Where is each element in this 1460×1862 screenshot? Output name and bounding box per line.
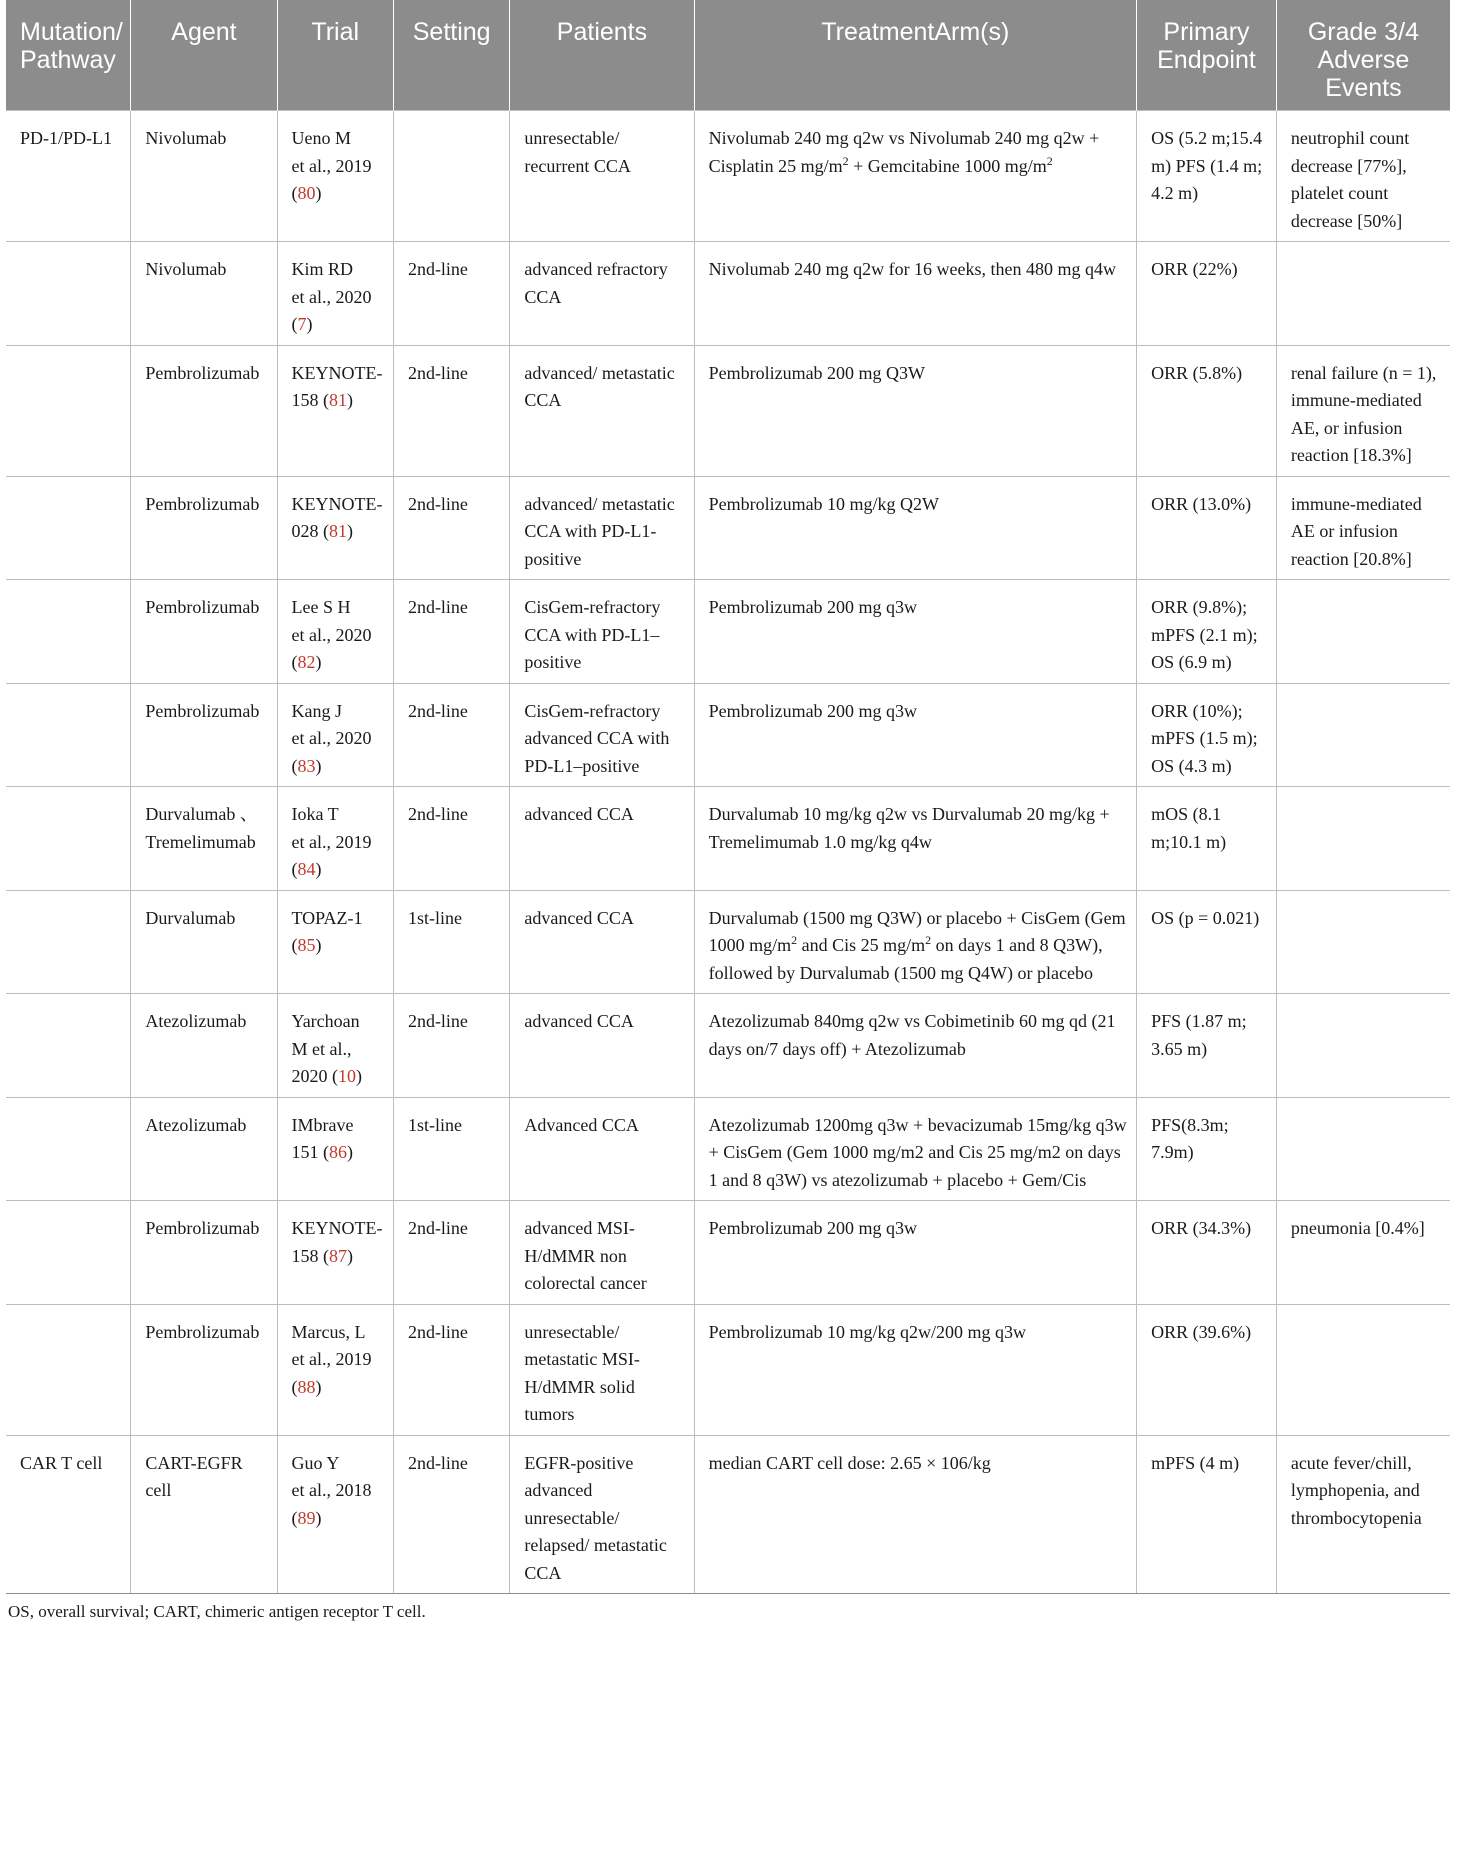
- cell-treatment: Pembrolizumab 200 mg Q3W: [694, 345, 1137, 476]
- header-adverse-events: Grade 3/4 Adverse Events: [1276, 0, 1450, 111]
- cell-agent: Pembrolizumab: [131, 1201, 277, 1305]
- cell-pathway: [6, 345, 131, 476]
- cell-agent: Nivolumab: [131, 111, 277, 242]
- cell-agent: CART-EGFR cell: [131, 1435, 277, 1594]
- cell-trial: Yarchoan M et al., 2020 (10): [277, 994, 393, 1098]
- table-row: [6, 890, 1450, 994]
- table-footnote: OS, overall survival; CART, chimeric antigen receptor T cell.: [8, 1602, 426, 1621]
- cell-agent: Atezolizumab: [131, 994, 277, 1098]
- table-header: [6, 0, 1450, 111]
- cell-endpoint: ORR (10%); mPFS (1.5 m); OS (4.3 m): [1137, 683, 1277, 787]
- cell-adverse-events: [1276, 787, 1450, 891]
- cell-treatment: Atezolizumab 1200mg q3w + bevacizumab 15mg/kg q3w + CisGem (Gem 1000 mg/m2 and Cis 25 mg/m2 on days 1 and 8 q3W) vs atezolizumab + placebo + Gem/Cis: [694, 1097, 1137, 1201]
- cell-trial: TOPAZ-1 (85): [277, 890, 393, 994]
- header-primary-endpoint: Primary Endpoint: [1137, 0, 1277, 111]
- cell-endpoint: PFS(8.3m; 7.9m): [1137, 1097, 1277, 1201]
- cell-adverse-events: renal failure (n = 1), immune-mediated AE, or infusion reaction [18.3%]: [1276, 345, 1450, 476]
- cell-pathway: [6, 890, 131, 994]
- cell-patients: unresectable/ metastatic MSI-H/dMMR solid tumors: [510, 1304, 694, 1435]
- cell-setting: 2nd-line: [393, 1304, 509, 1435]
- cell-pathway: [6, 1201, 131, 1305]
- cell-patients: advanced refractory CCA: [510, 242, 694, 346]
- cell-patients: CisGem-refractory CCA with PD-L1–positive: [510, 580, 694, 684]
- cell-adverse-events: acute fever/chill, lymphopenia, and thrombocytopenia: [1276, 1435, 1450, 1594]
- cell-treatment: Nivolumab 240 mg q2w for 16 weeks, then 480 mg q4w: [694, 242, 1137, 346]
- reference-link[interactable]: 89: [297, 1507, 316, 1528]
- cell-agent: Durvalumab: [131, 890, 277, 994]
- table-row: [6, 683, 1450, 787]
- cell-adverse-events: [1276, 994, 1450, 1098]
- cell-adverse-events: pneumonia [0.4%]: [1276, 1201, 1450, 1305]
- cell-patients: EGFR-positive advanced unresectable/ relapsed/ metastatic CCA: [510, 1435, 694, 1594]
- cell-endpoint: mPFS (4 m): [1137, 1435, 1277, 1594]
- cell-agent: Durvalumab 、Tremelimumab: [131, 787, 277, 891]
- cell-trial: Lee S H et al., 2020 (82): [277, 580, 393, 684]
- cell-endpoint: ORR (13.0%): [1137, 476, 1277, 580]
- table-container: [6, 0, 1450, 1622]
- cell-patients: CisGem-refractory advanced CCA with PD-L1–positive: [510, 683, 694, 787]
- reference-link[interactable]: 83: [297, 755, 316, 776]
- cell-treatment: median CART cell dose: 2.65 × 106/kg: [694, 1435, 1137, 1594]
- table-row: [6, 787, 1450, 891]
- cell-agent: Nivolumab: [131, 242, 277, 346]
- cell-setting: 2nd-line: [393, 476, 509, 580]
- header-trial: Trial: [277, 0, 393, 111]
- cell-patients: advanced CCA: [510, 994, 694, 1098]
- cell-patients: unresectable/ recurrent CCA: [510, 111, 694, 242]
- cell-setting: 2nd-line: [393, 994, 509, 1098]
- table-row: [6, 580, 1450, 684]
- cell-endpoint: OS (5.2 m;15.4 m) PFS (1.4 m; 4.2 m): [1137, 111, 1277, 242]
- cell-setting: 2nd-line: [393, 1201, 509, 1305]
- trials-table: [6, 0, 1450, 1594]
- cell-setting: 1st-line: [393, 890, 509, 994]
- cell-endpoint: ORR (34.3%): [1137, 1201, 1277, 1305]
- cell-patients: advanced CCA: [510, 787, 694, 891]
- cell-pathway: [6, 994, 131, 1098]
- cell-pathway: [6, 242, 131, 346]
- cell-treatment: Pembrolizumab 10 mg/kg q2w/200 mg q3w: [694, 1304, 1137, 1435]
- header-setting: Setting: [393, 0, 509, 111]
- cell-endpoint: OS (p = 0.021): [1137, 890, 1277, 994]
- reference-link[interactable]: 87: [329, 1245, 347, 1266]
- table-row: [6, 111, 1450, 242]
- header-treatment-arms: TreatmentArm(s): [694, 0, 1137, 111]
- cell-setting: 2nd-line: [393, 580, 509, 684]
- table-row: [6, 1097, 1450, 1201]
- cell-endpoint: ORR (9.8%); mPFS (2.1 m); OS (6.9 m): [1137, 580, 1277, 684]
- reference-link[interactable]: 10: [338, 1066, 356, 1086]
- cell-patients: advanced/ metastatic CCA with PD-L1-positive: [510, 476, 694, 580]
- cell-pathway: PD-1/PD-L1: [6, 111, 131, 242]
- cell-setting: 2nd-line: [393, 787, 509, 891]
- cell-trial: Marcus, L et al., 2019 (88): [277, 1304, 393, 1435]
- cell-agent: Pembrolizumab: [131, 683, 277, 787]
- cell-endpoint: PFS (1.87 m; 3.65 m): [1137, 994, 1277, 1098]
- cell-pathway: [6, 476, 131, 580]
- header-patients: Patients: [510, 0, 694, 111]
- reference-link[interactable]: 7: [297, 314, 307, 334]
- cell-pathway: [6, 1097, 131, 1201]
- cell-patients: Advanced CCA: [510, 1097, 694, 1201]
- cell-treatment: Pembrolizumab 200 mg q3w: [694, 683, 1137, 787]
- cell-treatment: Atezolizumab 840mg q2w vs Cobimetinib 60 mg qd (21 days on/7 days off) + Atezolizumab: [694, 994, 1137, 1098]
- cell-adverse-events: [1276, 1097, 1450, 1201]
- cell-adverse-events: immune-mediated AE or infusion reaction [20.8%]: [1276, 476, 1450, 580]
- table-row: [6, 1304, 1450, 1435]
- cell-endpoint: ORR (39.6%): [1137, 1304, 1277, 1435]
- cell-trial: IMbrave 151 (86): [277, 1097, 393, 1201]
- cell-treatment: Pembrolizumab 200 mg q3w: [694, 1201, 1137, 1305]
- cell-setting: [393, 111, 509, 242]
- cell-adverse-events: [1276, 242, 1450, 346]
- cell-adverse-events: neutrophil count decrease [77%], platelet count decrease [50%]: [1276, 111, 1450, 242]
- reference-link[interactable]: 81: [329, 521, 347, 541]
- reference-link[interactable]: 82: [297, 652, 316, 672]
- reference-link[interactable]: 85: [297, 935, 316, 955]
- cell-setting: 2nd-line: [393, 345, 509, 476]
- cell-pathway: [6, 683, 131, 787]
- cell-pathway: [6, 580, 131, 684]
- cell-trial: Guo Y et al., 2018 (89): [277, 1435, 393, 1594]
- cell-adverse-events: [1276, 683, 1450, 787]
- cell-pathway: CAR T cell: [6, 1435, 131, 1594]
- table-row: [6, 242, 1450, 346]
- reference-link[interactable]: 84: [297, 859, 316, 879]
- cell-treatment: Pembrolizumab 10 mg/kg Q2W: [694, 476, 1137, 580]
- cell-patients: advanced/ metastatic CCA: [510, 345, 694, 476]
- cell-setting: 2nd-line: [393, 683, 509, 787]
- header-mutation-pathway: Mutation/ Pathway: [6, 0, 131, 111]
- cell-agent: Pembrolizumab: [131, 476, 277, 580]
- cell-agent: Pembrolizumab: [131, 1304, 277, 1435]
- cell-trial: Ueno M et al., 2019 (80): [277, 111, 393, 242]
- cell-treatment: Durvalumab 10 mg/kg q2w vs Durvalumab 20 mg/kg + Tremelimumab 1.0 mg/kg q4w: [694, 787, 1137, 891]
- table-row: [6, 476, 1450, 580]
- cell-endpoint: ORR (22%): [1137, 242, 1277, 346]
- cell-setting: 2nd-line: [393, 1435, 509, 1594]
- table-row: [6, 345, 1450, 476]
- cell-trial: KEYNOTE- 028 (81): [277, 476, 393, 580]
- table-row: [6, 1435, 1450, 1594]
- header-agent: Agent: [131, 0, 277, 111]
- cell-pathway: [6, 787, 131, 891]
- cell-treatment: Durvalumab (1500 mg Q3W) or placebo + CisGem (Gem 1000 $mg/m^2$ and Cis 25 $mg/m^2$ on days 1 and 8 Q3W), followed by Durvalumab (1500 mg Q4W) or placebo: [694, 890, 1137, 994]
- table-row: [6, 994, 1450, 1098]
- table-body: [6, 111, 1450, 1594]
- cell-agent: Pembrolizumab: [131, 345, 277, 476]
- cell-trial: KEYNOTE- 158 (81): [277, 345, 393, 476]
- cell-setting: 1st-line: [393, 1097, 509, 1201]
- cell-patients: advanced CCA: [510, 890, 694, 994]
- table-row: [6, 1201, 1450, 1305]
- cell-trial: Kim RD et al., 2020 (7): [277, 242, 393, 346]
- reference-link[interactable]: 86: [329, 1142, 347, 1162]
- cell-trial: KEYNOTE- 158 (87): [277, 1201, 393, 1305]
- cell-treatment: Pembrolizumab 200 mg q3w: [694, 580, 1137, 684]
- cell-agent: Atezolizumab: [131, 1097, 277, 1201]
- reference-link[interactable]: 80: [297, 183, 316, 203]
- cell-endpoint: mOS (8.1 m;10.1 m): [1137, 787, 1277, 891]
- reference-link[interactable]: 88: [297, 1376, 316, 1397]
- cell-adverse-events: [1276, 1304, 1450, 1435]
- cell-patients: advanced MSI-H/dMMR non colorectal cancer: [510, 1201, 694, 1305]
- cell-trial: Ioka T et al., 2019 (84): [277, 787, 393, 891]
- cell-trial: Kang J et al., 2020 (83): [277, 683, 393, 787]
- cell-endpoint: ORR (5.8%): [1137, 345, 1277, 476]
- cell-adverse-events: [1276, 890, 1450, 994]
- cell-adverse-events: [1276, 580, 1450, 684]
- cell-pathway: [6, 1304, 131, 1435]
- cell-treatment: Nivolumab 240 mg q2w vs Nivolumab 240 mg q2w + Cisplatin 25 $mg/m^2$ + Gemcitabine 1000 $mg/m^2$: [694, 111, 1137, 242]
- cell-agent: Pembrolizumab: [131, 580, 277, 684]
- reference-link[interactable]: 81: [329, 390, 347, 410]
- cell-setting: 2nd-line: [393, 242, 509, 346]
